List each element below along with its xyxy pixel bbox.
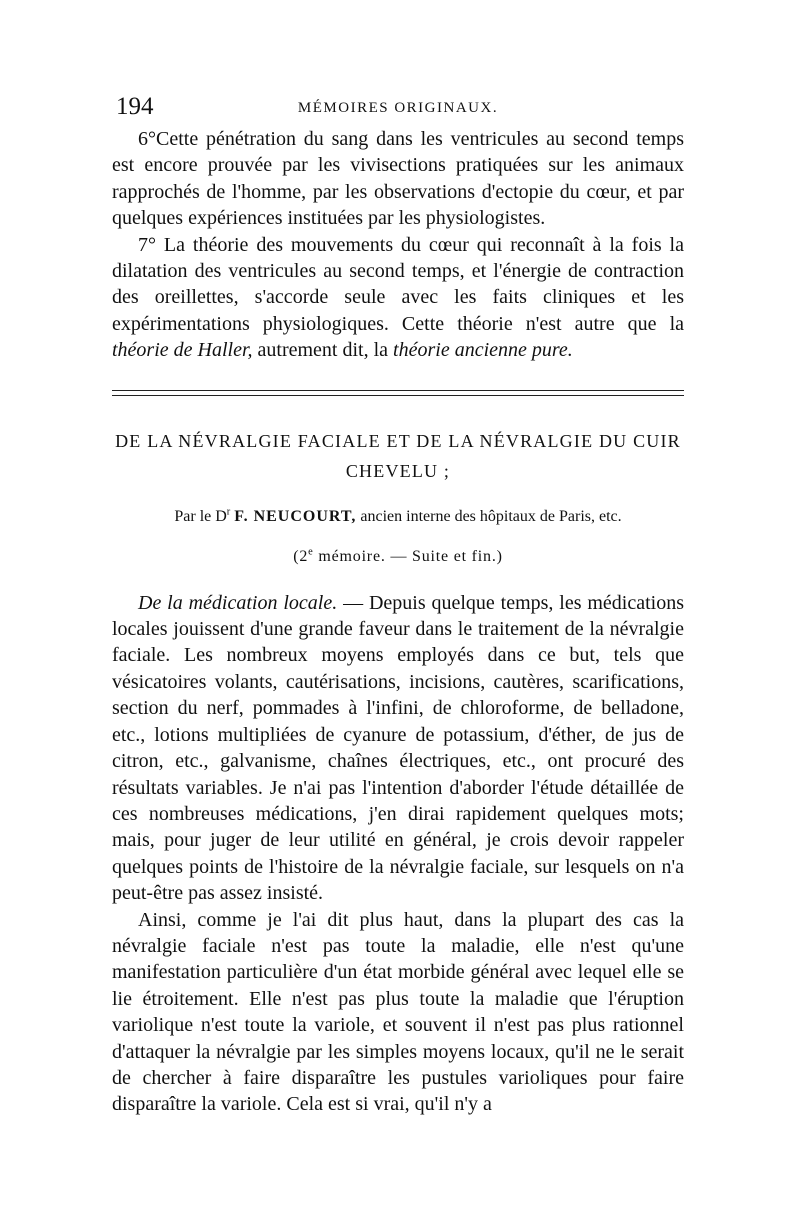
- divider-line-top: [112, 390, 684, 391]
- section-heading-italic: De la médication locale.: [138, 591, 338, 614]
- item-6-number: 6°: [138, 128, 156, 150]
- section-divider: [112, 390, 684, 396]
- paragraph-1-text: — Depuis quelque temps, les médications locales jouissent d'une grande faveur dans le traitement de la névralgie faciale. Les nombreux moyens employés dans ce but, tels que vésicatoires volants, cautérisations, incisions, cautères, scarifications, section du nerf, pommades à l'infini, de chloroforme, de belladone, etc., lotions multipliées de cyanure de potassium, d'éther, de jus de citron, etc., galvanisme, chaînes électriques, etc., ont procuré des résultats variables. Je n'ai pas l'intention d'aborder l'étude détaillée de ces nombreuses médications, j'en dirai rapidement quelques mots; mais, pour juger de leur utilité en général, je crois devoir rappeler quelques points de l'histoire de la névralgie faciale, sur lesquels on n'a peut-être pas assez insisté.: [112, 591, 684, 905]
- paragraph-item-7: [112, 232, 684, 364]
- byline-suffix: ancien interne des hôpitaux de Paris, etc.: [360, 507, 622, 525]
- paragraph-item-6: [112, 126, 684, 232]
- item-6-text: Cette pénétration du sang dans les ventricules au second temps est encore prouvée par les vivisections pratiquées sur les animaux rapprochés de l'homme, par les observations d'ectopie du cœur, et par quelques expériences instituées par les physiologistes.: [112, 128, 684, 230]
- page-number: 194: [116, 93, 154, 120]
- article-body: [112, 590, 684, 1118]
- byline: [112, 506, 684, 528]
- divider-line-bottom: [112, 395, 684, 396]
- byline-sup: r: [226, 506, 231, 518]
- subtitle-rest: mémoire. — Suite et fin.): [318, 547, 503, 565]
- item-7-text: La théorie des mouvements du cœur qui reconnaît à la fois la dilatation des ventricules au second temps, et l'énergie de contraction des oreillettes, s'accorde seule avec les faits cliniques et les expérimentations physiologiques. Cette théorie n'est autre que la: [112, 233, 684, 335]
- article-title: DE LA NÉVRALGIE FACIALE ET DE LA NÉVRALGIE DU CUIR CHEVELU ;: [115, 430, 681, 481]
- subtitle-sup: e: [308, 546, 314, 558]
- paragraph-2: [112, 907, 684, 1118]
- item-7-number: 7°: [138, 233, 156, 256]
- paragraph-1: [112, 590, 684, 907]
- running-head: [112, 92, 684, 126]
- byline-prefix: Par le D: [174, 507, 227, 525]
- article-subtitle: [112, 546, 684, 568]
- page: [112, 92, 684, 1118]
- item-7-italic-haller: théorie de Haller,: [112, 339, 253, 362]
- item-7-middle: autrement dit, la: [257, 339, 389, 362]
- subtitle-open: (2: [293, 547, 309, 565]
- running-title: MÉMOIRES ORIGINAUX.: [297, 100, 499, 116]
- paragraph-2-text: Ainsi, comme je l'ai dit plus haut, dans la plupart des cas la névralgie faciale n'est pas toute la maladie, elle n'est qu'une manifestation particulière d'un état morbide général avec lequel elle se lie étroitement. Elle n'est pas plus toute la maladie que l'éruption variolique n'est toute la variole, et souvent il n'est pas plus rationnel d'attaquer la névralgie par les simples moyens locaux, qu'il ne le serait de chercher à faire disparaître les pustules varioliques pour faire disparaître la variole. Cela est si vrai, qu'il n'y a: [112, 908, 684, 1116]
- item-7-italic-ancienne: théorie ancienne pure.: [393, 339, 573, 362]
- author-name: F. NEUCOURT,: [234, 507, 357, 525]
